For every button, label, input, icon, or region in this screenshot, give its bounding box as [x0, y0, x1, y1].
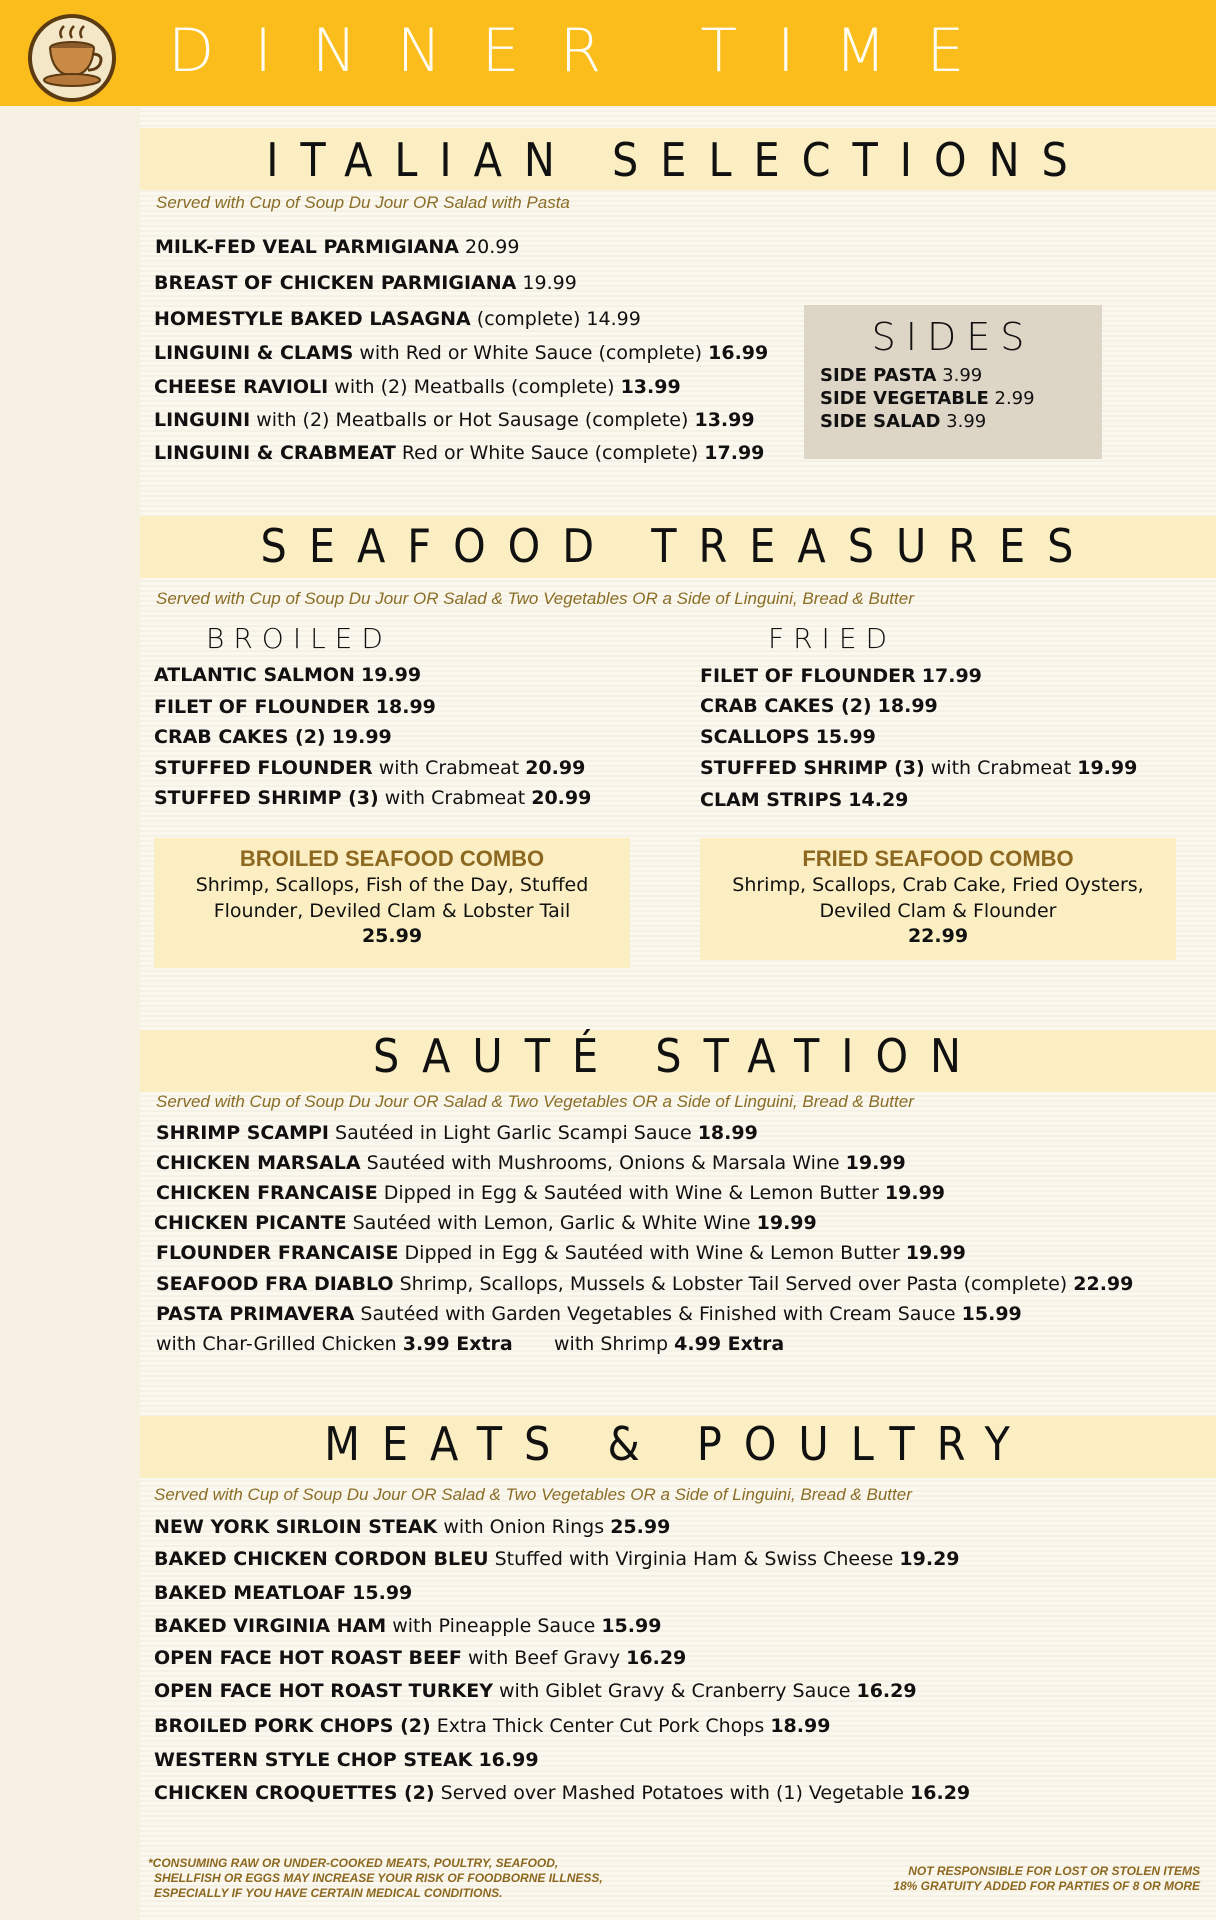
- fried-combo-box: [700, 838, 1176, 960]
- seafood-note: Served with Cup of Soup Du Jour OR Salad & Two Vegetables OR a Side of Linguini, Bread & Butter: [156, 589, 914, 608]
- menu-item: LINGUINI with (2) Meatballs or Hot Sausage (complete) 13.99: [154, 409, 755, 431]
- menu-item: STUFFED SHRIMP (3) with Crabmeat 20.99: [154, 787, 592, 809]
- menu-item: SHRIMP SCAMPI Sautéed in Light Garlic Scampi Sauce 18.99: [156, 1122, 758, 1144]
- menu-item: SCALLOPS 15.99: [700, 726, 876, 748]
- menu-item: CHICKEN MARSALA Sautéed with Mushrooms, Onions & Marsala Wine 19.99: [156, 1152, 906, 1174]
- saute-title: SAUTÉ STATION: [373, 1029, 983, 1083]
- add-on-line: with Char-Grilled Chicken 3.99 Extra: [156, 1333, 513, 1355]
- combo-title: FRIED SEAFOOD COMBO: [802, 846, 1074, 871]
- side-item: SIDE SALAD 3.99: [820, 411, 987, 432]
- menu-item: FILET OF FLOUNDER 18.99: [154, 696, 436, 718]
- menu-item: CRAB CAKES (2) 18.99: [700, 695, 938, 717]
- menu-item: ATLANTIC SALMON 19.99: [154, 664, 422, 686]
- combo-desc: Shrimp, Scallops, Crab Cake, Fried Oysters,: [732, 874, 1144, 896]
- fried-subtitle: FRIED: [768, 622, 897, 655]
- menu-item: FILET OF FLOUNDER 17.99: [700, 665, 982, 687]
- menu-item: CHEESE RAVIOLI with (2) Meatballs (complete) 13.99: [154, 376, 681, 398]
- menu-item: STUFFED FLOUNDER with Crabmeat 20.99: [154, 757, 586, 779]
- page-title: DINNER TIME: [168, 16, 1005, 86]
- italian-note: Served with Cup of Soup Du Jour OR Salad with Pasta: [156, 193, 570, 212]
- menu-item: CRAB CAKES (2) 19.99: [154, 726, 392, 748]
- sides-box: [804, 305, 1102, 459]
- menu-item: FLOUNDER FRANCAISE Dipped in Egg & Sautéed with Wine & Lemon Butter 19.99: [156, 1242, 966, 1264]
- sides-title: SIDES: [871, 315, 1035, 359]
- menu-item: BREAST OF CHICKEN PARMIGIANA 19.99: [154, 272, 577, 294]
- menu-item: LINGUINI & CRABMEAT Red or White Sauce (complete) 17.99: [154, 442, 765, 464]
- menu-item: STUFFED SHRIMP (3) with Crabmeat 19.99: [700, 757, 1138, 779]
- combo-price: 25.99: [361, 925, 423, 947]
- menu-item: BAKED CHICKEN CORDON BLEU Stuffed with Virginia Ham & Swiss Cheese 19.29: [154, 1548, 960, 1570]
- italian-title: ITALIAN SELECTIONS: [266, 133, 1090, 187]
- seafood-title: SEAFOOD TREASURES: [260, 519, 1096, 573]
- menu-item: LINGUINI & CLAMS with Red or White Sauce (complete) 16.99: [154, 342, 769, 364]
- combo-title: BROILED SEAFOOD COMBO: [239, 846, 545, 871]
- menu-item: OPEN FACE HOT ROAST TURKEY with Giblet Gravy & Cranberry Sauce 16.29: [154, 1680, 917, 1702]
- combo-desc: Shrimp, Scallops, Fish of the Day, Stuffed: [195, 874, 589, 896]
- menu-item: OPEN FACE HOT ROAST BEEF with Beef Gravy 16.29: [154, 1647, 687, 1669]
- menu-item: PASTA PRIMAVERA Sautéed with Garden Vegetables & Finished with Cream Sauce 15.99: [156, 1303, 1022, 1325]
- combo-price: 22.99: [907, 925, 969, 947]
- policy-notice: NOT RESPONSIBLE FOR LOST OR STOLEN ITEMS 18% GRATUITY ADDED FOR PARTIES OF 8 OR MORE: [893, 1864, 1200, 1893]
- coffee-cup-icon: [28, 14, 116, 102]
- menu-item: CLAM STRIPS 14.29: [700, 789, 909, 811]
- menu-item: NEW YORK SIRLOIN STEAK with Onion Rings 25.99: [154, 1516, 671, 1538]
- broiled-subtitle: BROILED: [206, 622, 392, 655]
- meats-title: MEATS & POULTRY: [324, 1417, 1032, 1471]
- menu-item: WESTERN STYLE CHOP STEAK 16.99: [154, 1749, 539, 1771]
- meats-note: Served with Cup of Soup Du Jour OR Salad & Two Vegetables OR a Side of Linguini, Bread & Butter: [154, 1485, 912, 1504]
- menu-item: BAKED VIRGINIA HAM with Pineapple Sauce 15.99: [154, 1615, 662, 1637]
- menu-item: MILK-FED VEAL PARMIGIANA 20.99: [155, 236, 520, 258]
- header-bar: [0, 0, 1216, 106]
- menu-item: SEAFOOD FRA DIABLO Shrimp, Scallops, Mussels & Lobster Tail Served over Pasta (complete) 22.99: [156, 1273, 1134, 1295]
- combo-desc: Flounder, Deviled Clam & Lobster Tail: [213, 900, 571, 922]
- add-on-line: with Shrimp 4.99 Extra: [554, 1333, 785, 1355]
- menu-item: HOMESTYLE BAKED LASAGNA (complete) 14.99: [154, 308, 641, 330]
- broiled-combo-box: [154, 838, 630, 968]
- side-item: SIDE VEGETABLE 2.99: [820, 388, 1035, 409]
- menu-item: CHICKEN PICANTE Sautéed with Lemon, Garlic & White Wine 19.99: [154, 1212, 817, 1234]
- saute-note: Served with Cup of Soup Du Jour OR Salad & Two Vegetables OR a Side of Linguini, Bread & Butter: [156, 1092, 914, 1111]
- health-warning: *CONSUMING RAW OR UNDER-COOKED MEATS, POULTRY, SEAFOOD, SHELLFISH OR EGGS MAY INCREASE YOUR RISK OF FOODBORNE ILLNESS, ESPECIALLY IF YOU HAVE CERTAIN MEDICAL CONDITIONS.: [148, 1856, 603, 1900]
- menu-item: BAKED MEATLOAF 15.99: [154, 1582, 413, 1604]
- combo-desc: Deviled Clam & Flounder: [819, 900, 1057, 922]
- menu-item: CHICKEN CROQUETTES (2) Served over Mashed Potatoes with (1) Vegetable 16.29: [154, 1782, 971, 1804]
- menu-item: CHICKEN FRANCAISE Dipped in Egg & Sautéed with Wine & Lemon Butter 19.99: [156, 1182, 946, 1204]
- menu-item: BROILED PORK CHOPS (2) Extra Thick Center Cut Pork Chops 18.99: [154, 1715, 831, 1737]
- side-item: SIDE PASTA 3.99: [820, 365, 983, 386]
